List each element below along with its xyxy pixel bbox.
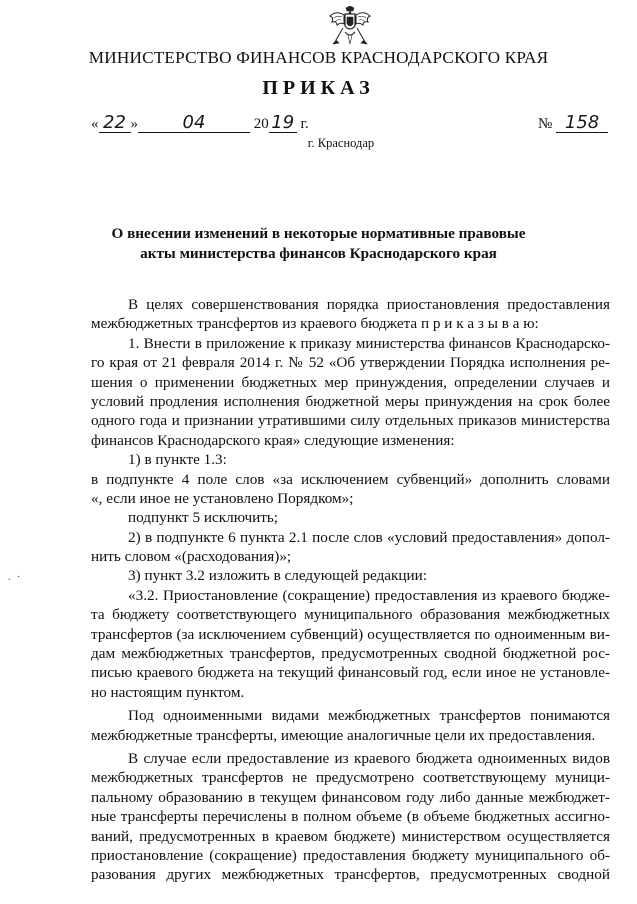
- date-month-field: [138, 112, 250, 133]
- body-line: подпункт 5 исключить;: [128, 509, 279, 527]
- date-month: 04: [182, 112, 206, 133]
- body-line: В случае если предоставление из краевого бюджета одноименных видов: [128, 749, 610, 767]
- order-number: [538, 112, 608, 133]
- order-date: [91, 112, 309, 133]
- body-line: В целях совершенствования порядка приостановления предоставления: [128, 296, 610, 313]
- body-line: условий продления исполнения бюджетной меры принуждения на срок более: [91, 392, 610, 410]
- body-line: межбюджетные трансферты, имеющие аналогичные цели их предоставления.: [91, 726, 596, 744]
- order-title: ПРИКАЗ: [262, 77, 375, 99]
- body-line: Под одноименными видами межбюджетных трансфертов понимаются: [128, 707, 610, 725]
- body-line: трансфертов (за исключением субвенций) осуществляется по одноименным ви-: [91, 625, 610, 643]
- margin-mark: . ·: [8, 572, 23, 583]
- body-line: шения о применении бюджетных мер принуждения, определении случаев и: [91, 373, 610, 391]
- body-line: го края от 21 февраля 2014 г. № 52 «Об утверждении Порядка исполнения ре-: [91, 354, 610, 372]
- number-sign: №: [538, 116, 553, 132]
- city-name: г. Краснодар: [307, 136, 375, 150]
- subject-line: акты министерства финансов Краснодарского края: [140, 245, 497, 262]
- body-line: нить словом «(расходования)»;: [91, 548, 292, 566]
- body-line: ваний, предусмотренных в краевом бюджете) министерством осуществляется: [91, 827, 610, 845]
- body-line: ные трансферты перечислены в полном объеме (в объеме бюджетных ассигно-: [91, 808, 610, 826]
- body-line: межбюджетных трансфертов не предусмотрено соответствующему муници-: [91, 769, 610, 787]
- number-value: 158: [564, 112, 600, 133]
- date-year: 19: [271, 112, 295, 133]
- body-line: финансов Краснодарского края» следующие изменения:: [91, 431, 455, 449]
- body-line: пальному образованию в текущем финансовом году либо данные межбюджет-: [91, 788, 610, 806]
- date-year-field: [269, 112, 297, 133]
- coat-of-arms-emblem: [328, 6, 372, 46]
- body-line: 3) пункт 3.2 изложить в следующей редакции:: [128, 567, 428, 585]
- body-line: 1) в пункте 1.3:: [128, 451, 227, 469]
- body-line: приостановление (сокращение) предоставления бюджету муниципального об-: [91, 846, 610, 864]
- body-line: та бюджету соответствующего муниципального образования межбюджетных: [91, 606, 610, 624]
- body-line: в подпункте 4 поле слов «за исключением субвенций» дополнить словами: [91, 470, 610, 488]
- document-body: [91, 295, 610, 885]
- body-line: дам межбюджетных трансфертов, предусмотренных сводной бюджетной рос-: [91, 645, 610, 663]
- body-line: межбюджетных трансфертов из краевого бюджета п р и к а з ы в а ю:: [91, 315, 539, 333]
- number-field: [556, 112, 608, 133]
- body-line: 2) в подпункте 6 пункта 2.1 после слов «условий предоставления» допол-: [128, 528, 610, 546]
- body-line: 1. Внести в приложение к приказу министерства финансов Краснодарско-: [128, 334, 610, 352]
- body-line: «3.2. Приостановление (сокращение) предоставления из краевого бюдже-: [128, 586, 610, 604]
- date-suffix: г.: [300, 116, 309, 132]
- date-close-quote: »: [130, 116, 138, 132]
- body-line: писью краевого бюджета на текущий финансовый год, если иное не установле-: [91, 664, 610, 682]
- date-open-quote: «: [91, 116, 99, 132]
- body-line: но настоящим пунктом.: [91, 683, 245, 701]
- date-day: 22: [103, 112, 126, 133]
- ministry-name: МИНИСТЕРСТВО ФИНАНСОВ КРАСНОДАРСКОГО КРАЯ: [88, 48, 549, 67]
- body-line: разования других межбюджетных трансфертов, предусмотренных сводной: [91, 866, 610, 884]
- document-subject: [0, 224, 637, 264]
- body-line: одного года и признании утратившими силу отдельных приказов министерства: [91, 412, 610, 430]
- date-century: 20: [253, 116, 269, 132]
- date-day-field: [99, 112, 131, 133]
- subject-line: О внесении изменений в некоторые нормативные правовые: [111, 225, 526, 242]
- body-line: «, если иное не установлено Порядком»;: [91, 489, 354, 507]
